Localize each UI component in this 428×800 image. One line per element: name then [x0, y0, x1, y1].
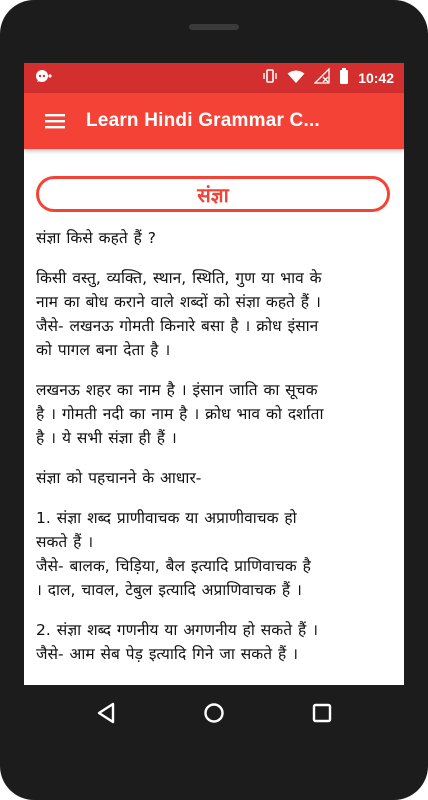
wifi-icon [287, 69, 305, 88]
recents-square-icon[interactable] [305, 696, 339, 730]
app-screen [24, 63, 404, 685]
notification-app-icon [34, 68, 54, 88]
paragraph-line: । दाल, चावल, टेबुल इत्यादि अप्राणिवाचक हैं । [36, 581, 302, 599]
paragraph-line: लखनऊ शहर का नाम है । इंसान जाति का सूचक [36, 381, 318, 399]
article-paragraph [36, 226, 392, 250]
paragraph-line: 1. संज्ञा शब्द प्राणीवाचक या अप्राणीवाचक हो [36, 509, 297, 527]
home-circle-icon[interactable] [197, 696, 231, 730]
article-paragraph [36, 378, 392, 450]
no-signal-icon [314, 68, 330, 88]
navigation-bar [0, 685, 428, 740]
vibrate-icon [262, 68, 278, 88]
paragraph-line: संज्ञा किसे कहते हैं ? [36, 229, 156, 247]
article-paragraph [36, 466, 392, 490]
status-time: 10:42 [358, 70, 394, 86]
paragraph-line: सकते हैं । [36, 533, 94, 551]
back-triangle-icon[interactable] [89, 696, 123, 730]
hamburger-menu-icon[interactable] [24, 93, 86, 149]
topic-heading: संज्ञा [197, 182, 229, 207]
status-bar [24, 63, 404, 93]
article-paragraph [36, 506, 392, 602]
battery-icon [339, 68, 349, 88]
phone-speaker [189, 24, 239, 30]
paragraph-line: है । ये सभी संज्ञा ही हैं । [36, 429, 177, 447]
paragraph-line: है । गोमती नदी का नाम है । क्रोध भाव को दर्शाता [36, 405, 324, 423]
paragraph-line: किसी वस्तु, व्यक्ति, स्थान, स्थिति, गुण या भाव के [36, 269, 322, 287]
paragraph-line: जैसे- लखनऊ गोमती किनारे बसा है । क्रोध इंसान [36, 317, 319, 335]
topic-heading-box [36, 176, 390, 212]
paragraph-line: संज्ञा को पहचानने के आधार- [36, 469, 202, 487]
paragraph-line: को पागल बना देता है । [36, 341, 171, 359]
paragraph-line: 2. संज्ञा शब्द गणनीय या अगणनीय हो सकते हैं । [36, 621, 318, 639]
article-content[interactable] [24, 149, 404, 685]
paragraph-line: जैसे- बालक, चिड़िया, बैल इत्यादि प्राणिवाचक है [36, 557, 311, 575]
paragraph-line: नाम का बोध कराने वाले शब्दों को संज्ञा कहते हैं । [36, 293, 321, 311]
article-paragraph [36, 618, 392, 666]
app-toolbar [24, 93, 404, 149]
article-paragraphs [36, 226, 392, 666]
paragraph-line: जैसे- आम सेब पेड़ इत्यादि गिने जा सकते हैं । [36, 645, 298, 663]
app-title: Learn Hindi Grammar C... [86, 110, 320, 131]
article-paragraph [36, 266, 392, 362]
